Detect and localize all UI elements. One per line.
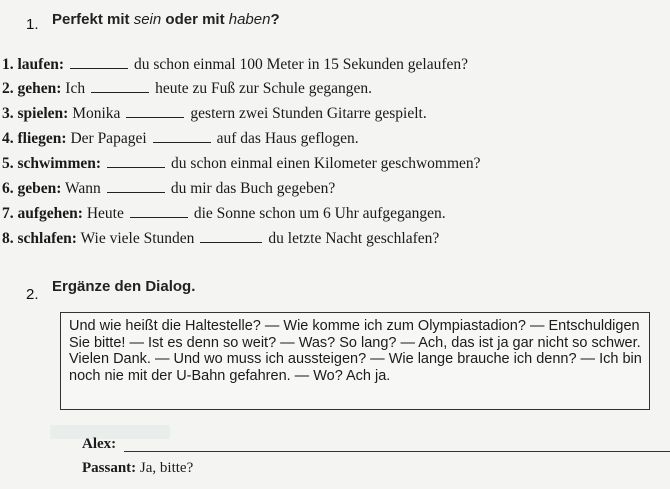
- answer-blank-2[interactable]: [91, 81, 149, 93]
- phrase-box: [60, 312, 650, 410]
- phrase-box-text: Und wie heißt die Haltestelle? — Wie komme ich zum Olympiastadion? — Entschuldigen Sie bitte! — Ist es denn so weit? — Was? So lang? — Ach, das ist ja gar nicht so schwer. Vielen Dank. — Und wo muss ich aussteigen? — Wie lange brauche ich denn? — Ich bin noch nie mit der U-Bahn gefahren. — Wo? Ach ja.: [69, 318, 642, 384]
- exercise-4: 4. fliegen: Der Papagei auf das Haus geflogen.: [2, 130, 359, 147]
- dialog-line-alex: Alex:: [82, 436, 117, 452]
- section2-number: 2.: [26, 286, 39, 303]
- exercise-8: 8. schlafen: Wie viele Stunden du letzte Nacht geschlafen?: [2, 230, 440, 247]
- exercise-6: 6. geben: Wann du mir das Buch gegeben?: [2, 180, 336, 197]
- exercise-7: 7. aufgehen: Heute die Sonne schon um 6 Uhr aufgegangen.: [2, 205, 446, 222]
- exercise-5: 5. schwimmen: du schon einmal einen Kilometer geschwommen?: [2, 155, 481, 172]
- answer-blank-5[interactable]: [107, 156, 165, 168]
- exercise-3: 3. spielen: Monika gestern zwei Stunden Gitarre gespielt.: [2, 105, 427, 122]
- exercise-2: 2. gehen: Ich heute zu Fuß zur Schule gegangen.: [2, 80, 373, 97]
- answer-blank-4[interactable]: [153, 131, 211, 143]
- section2-title: Ergänze den Dialog.: [52, 278, 196, 295]
- answer-blank-6[interactable]: [107, 181, 165, 193]
- answer-blank-3[interactable]: [126, 106, 184, 118]
- exercise-1: 1. laufen: du schon einmal 100 Meter in 15 Sekunden gelaufen?: [2, 56, 469, 73]
- dialog-line-passant: Passant: Ja, bitte?: [82, 460, 194, 476]
- section1-title: Perfekt mit sein oder mit haben?: [52, 11, 280, 28]
- answer-blank-7[interactable]: [130, 206, 188, 218]
- section1-number: 1.: [26, 16, 39, 33]
- answer-blank-1[interactable]: [70, 57, 128, 69]
- answer-blank-8[interactable]: [200, 231, 262, 243]
- answer-line-alex[interactable]: [124, 451, 670, 452]
